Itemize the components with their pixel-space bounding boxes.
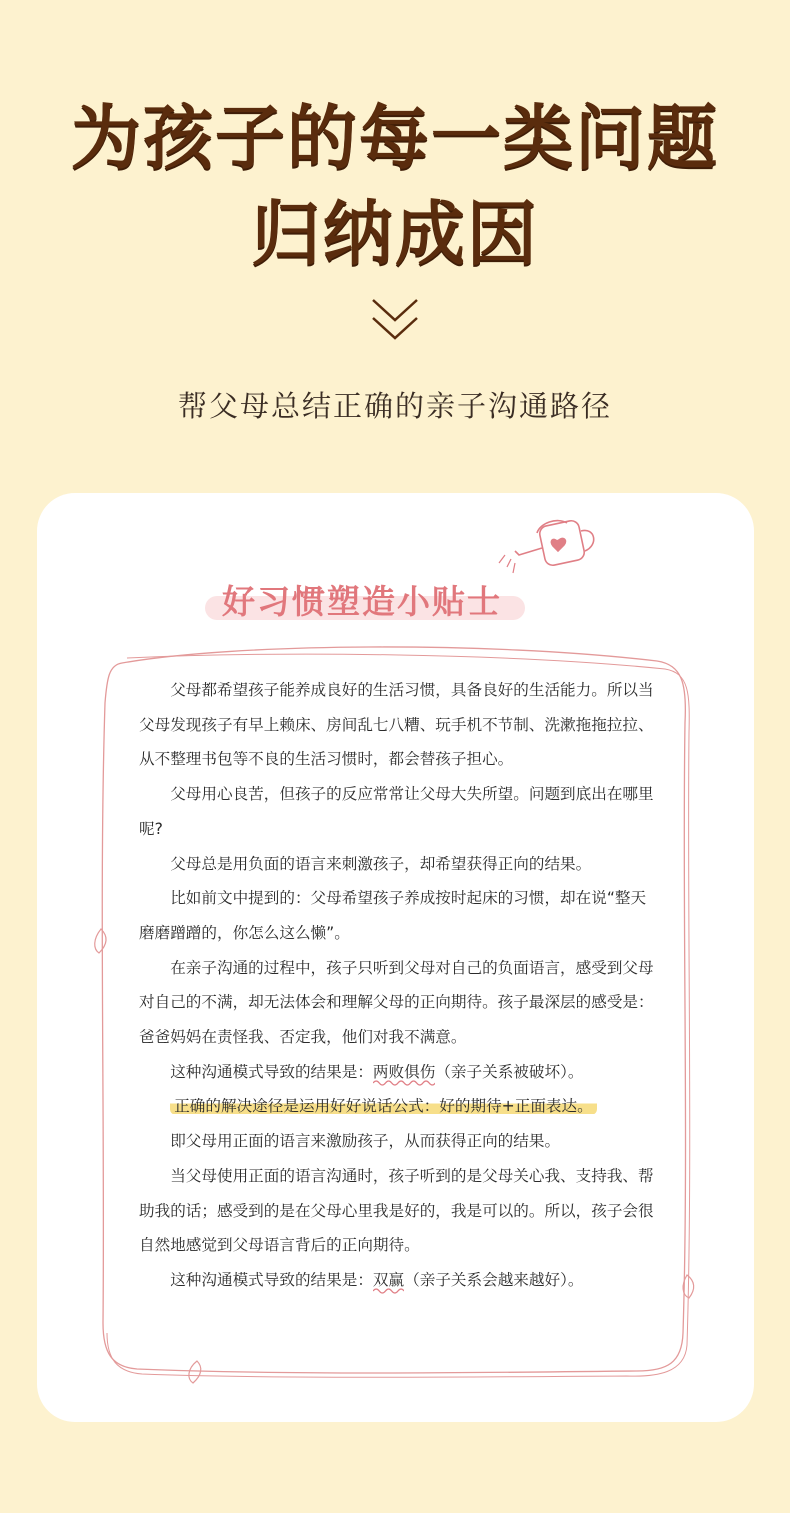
page-title-line1: 为孩子的每一类问题 xyxy=(71,97,719,179)
paragraph: 父母都希望孩子能养成良好的生活习惯，具备良好的生活能力。所以当父母发现孩子有早上赖床、房间乱七八糟、玩手机不节制、洗漱拖拖拉拉、从不整理书包等不良的生活习惯时，都会替孩子担心。 xyxy=(139,681,654,769)
emphasis-two-lose xyxy=(373,1063,435,1081)
result-prefix: 这种沟通模式导致的结果是： xyxy=(170,1062,373,1081)
paragraph: 父母用心良苦，但孩子的反应常常让父母大失所望。问题到底出在哪里呢? xyxy=(139,785,654,838)
result-prefix: 这种沟通模式导致的结果是： xyxy=(170,1270,373,1289)
paragraph-result-lose xyxy=(139,1055,659,1090)
card-heading: 好习惯塑造小贴士 xyxy=(222,582,502,621)
card-body xyxy=(139,673,659,1298)
page-subtitle: 帮父母总结正确的亲子沟通路径 xyxy=(177,389,612,423)
result-suffix: （亲子关系被破坏）。 xyxy=(435,1062,584,1081)
double-chevron-down-icon xyxy=(370,296,420,344)
emphasis-text: 双赢 xyxy=(372,1270,405,1289)
emphasis-win-win xyxy=(373,1271,404,1289)
page-title-line2: 归纳成因 xyxy=(251,193,539,275)
paragraph: 比如前文中提到的：父母希望孩子养成按时起床的习惯，却在说“整天磨磨蹭蹭的，你怎么这么懒”。 xyxy=(139,889,647,942)
highlighted-solution: 正确的解决途径是运用好好说话公式：好的期待+正面表达。 xyxy=(170,1097,597,1115)
paragraph: 在亲子沟通的过程中，孩子只听到父母对自己的负面语言，感受到父母对自己的不满，却无法体会和理解父母的正向期待。孩子最深层的感受是：爸爸妈妈在责怪我、否定我，他们对我不满意。 xyxy=(139,958,654,1047)
tips-card xyxy=(37,493,754,1422)
paragraph: 即父母用正面的语言来激励孩子，从而获得正向的结果。 xyxy=(170,1132,561,1151)
paragraph: 当父母使用正面的语言沟通时，孩子听到的是父母关心我、支持我、帮助我的话；感受到的是在父母心里我是好的，我是可以的。所以，孩子会很自然地感觉到父母语言背后的正向期待。 xyxy=(139,1166,654,1255)
emphasis-text: 两败俱伤 xyxy=(372,1062,436,1081)
watering-can-icon xyxy=(499,519,594,573)
paragraph-result-win xyxy=(139,1263,659,1298)
result-suffix: （亲子关系会越来越好）。 xyxy=(404,1270,584,1289)
paragraph-highlight xyxy=(139,1089,659,1124)
paragraph: 父母总是用负面的语言来刺激孩子，却希望获得正向的结果。 xyxy=(170,854,592,873)
